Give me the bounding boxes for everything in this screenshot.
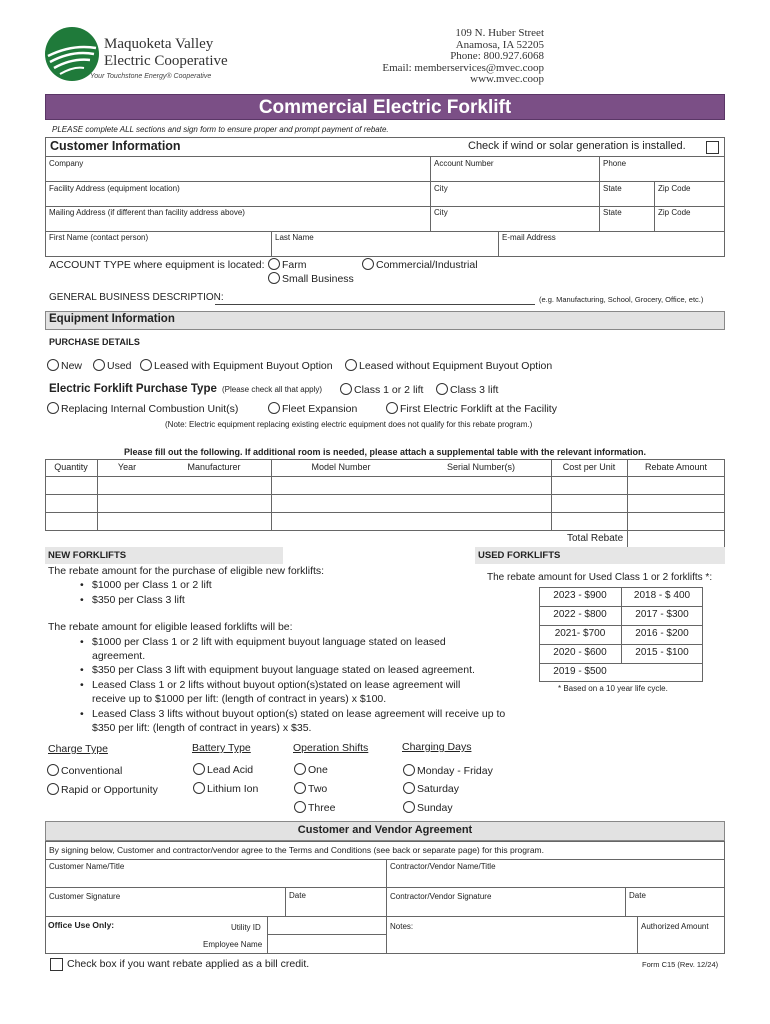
email-link[interactable]: Email: memberservices@mvec.coop xyxy=(382,61,544,74)
first-name-label: First Name (contact person) xyxy=(49,233,149,242)
customer-info-heading: Customer Information xyxy=(50,139,181,153)
new-radio[interactable] xyxy=(47,359,59,371)
used-rate: 2017 - $300 xyxy=(635,609,689,620)
used-rate: 2016 - $200 xyxy=(635,628,689,639)
first-electric-option[interactable]: First Electric Forklift at the Facility xyxy=(386,402,557,415)
company-label: Company xyxy=(49,159,84,168)
notes-label: Notes: xyxy=(390,922,414,931)
agreement-heading: Customer and Vendor Agreement xyxy=(297,824,473,836)
leased-buyout-radio[interactable] xyxy=(140,359,152,371)
new-option[interactable]: New xyxy=(47,359,82,372)
used-intro: The rebate amount for Used Class 1 or 2 forklifts *: xyxy=(487,572,713,583)
mailing-zip-label: Zip Code xyxy=(658,208,691,217)
shift-two-radio[interactable] xyxy=(294,782,306,794)
used-option[interactable]: Used xyxy=(93,359,132,372)
shift-one-option[interactable]: One xyxy=(294,763,328,776)
leased-no-buyout-radio[interactable] xyxy=(345,359,357,371)
leased-bullet-1: • $1000 per Class 1 or 2 lift with equipment buyout language stated on leased agreement. xyxy=(92,635,472,664)
new-intro: The rebate amount for the purchase of eligible new forklifts: xyxy=(48,565,325,577)
col-quantity: Quantity xyxy=(54,462,88,472)
lithium-option[interactable]: Lithium Ion xyxy=(193,782,258,795)
leased-bullet-4: • Leased Class 3 lifts without buyout option(s) stated on lease agreement will receive up to $350 per lift: (length of contract in years) x $35. xyxy=(92,707,512,736)
business-desc-label: GENERAL BUSINESS DESCRIPTION: xyxy=(49,292,224,303)
shift-three-radio[interactable] xyxy=(294,801,306,813)
col-cost: Cost per Unit xyxy=(562,462,616,472)
sunday-option[interactable]: Sunday xyxy=(403,801,453,814)
shift-one-radio[interactable] xyxy=(294,763,306,775)
leased-intro: The rebate amount for eligible leased forklifts will be: xyxy=(48,621,293,633)
fleet-expansion-radio[interactable] xyxy=(268,402,280,414)
used-rate: 2018 - $ 400 xyxy=(633,590,691,601)
account-type-label: ACCOUNT TYPE where equipment is located: xyxy=(49,259,265,271)
conventional-option[interactable]: Conventional xyxy=(47,764,122,777)
used-radio[interactable] xyxy=(93,359,105,371)
col-rebate: Rebate Amount xyxy=(644,462,708,472)
class12-option[interactable]: Class 1 or 2 lift xyxy=(340,383,423,396)
shift-three-option[interactable]: Three xyxy=(294,801,335,814)
website-link[interactable]: www.mvec.coop xyxy=(470,73,544,85)
rapid-radio[interactable] xyxy=(47,783,59,795)
purchase-details-label: PURCHASE DETAILS xyxy=(49,337,140,347)
utility-id-label: Utility ID xyxy=(231,923,261,932)
class12-radio[interactable] xyxy=(340,383,352,395)
title-bar xyxy=(45,94,725,120)
rapid-option[interactable]: Rapid or Opportunity xyxy=(47,783,158,796)
bill-credit-checkbox[interactable] xyxy=(50,958,63,971)
phone-label: Phone xyxy=(603,159,627,168)
office-use-label: Office Use Only: xyxy=(48,920,115,930)
org-name: Maquoketa Valley Electric Cooperative xyxy=(104,36,228,69)
leased-bullet-3: • Leased Class 1 or 2 lifts without buyout option(s)stated on lease agreement will receive up to $1000 per lift: (length of contract in years) x $100. xyxy=(92,678,492,707)
form-id: Form C15 (Rev. 12/24) xyxy=(642,960,719,969)
agreement-box xyxy=(45,841,725,954)
city-label: City xyxy=(434,184,448,193)
customer-name-label: Customer Name/Title xyxy=(49,862,125,871)
customer-date-label: Date xyxy=(289,891,306,900)
contact-block xyxy=(382,28,544,86)
total-rebate-label: Total Rebate xyxy=(567,533,624,544)
table-instruction: Please fill out the following. If additional room is needed, please attach a supplemental table with the relevant information. xyxy=(123,447,647,457)
wind-solar-checkbox[interactable] xyxy=(706,141,719,154)
bill-credit-label: Check box if you want rebate applied as a bill credit. xyxy=(67,958,310,970)
class3-option[interactable]: Class 3 lift xyxy=(436,383,498,396)
fleet-expansion-option[interactable]: Fleet Expansion xyxy=(268,402,357,415)
first-electric-radio[interactable] xyxy=(386,402,398,414)
col-year: Year xyxy=(117,462,137,472)
class3-radio[interactable] xyxy=(436,383,448,395)
email-label: E-mail Address xyxy=(502,233,556,242)
phone: Phone: 800.927.6068 xyxy=(450,50,544,62)
mon-fri-option[interactable]: Monday - Friday xyxy=(403,764,493,777)
mailing-city-label: City xyxy=(434,208,448,217)
instructions: PLEASE complete ALL sections and sign form to ensure proper and prompt payment of rebate. xyxy=(52,125,389,134)
commercial-radio[interactable] xyxy=(362,258,374,270)
shifts-label: Operation Shifts xyxy=(293,742,369,754)
conventional-radio[interactable] xyxy=(47,764,59,776)
zip-label: Zip Code xyxy=(658,184,691,193)
mailing-state-label: State xyxy=(603,208,622,217)
sunday-radio[interactable] xyxy=(403,801,415,813)
state-label: State xyxy=(603,184,622,193)
used-rate: 2020 - $600 xyxy=(553,647,607,658)
new-forklifts-heading: NEW FORKLIFTS xyxy=(48,550,127,561)
new-bullet-2: • $350 per Class 3 lift xyxy=(92,594,185,606)
authorized-amount-label: Authorized Amount xyxy=(641,922,709,931)
leased-no-buyout-option[interactable]: Leased without Equipment Buyout Option xyxy=(345,359,552,372)
used-rate: 2019 - $500 xyxy=(553,666,607,677)
business-desc-example: (e.g. Manufacturing, School, Grocery, Office, etc.) xyxy=(539,295,704,304)
farm-radio[interactable] xyxy=(268,258,280,270)
wind-solar-label: Check if wind or solar generation is installed. xyxy=(468,140,686,152)
replacing-ice-option[interactable]: Replacing Internal Combustion Unit(s) xyxy=(47,402,238,415)
lead-acid-radio[interactable] xyxy=(193,763,205,775)
commercial-option[interactable]: Commercial/Industrial xyxy=(362,258,478,271)
used-rate: 2022 - $800 xyxy=(553,609,607,620)
charge-type-label: Charge Type xyxy=(48,743,108,755)
employee-name-label: Employee Name xyxy=(203,940,263,949)
saturday-option[interactable]: Saturday xyxy=(403,782,459,795)
facility-address-label: Facility Address (equipment location) xyxy=(49,184,180,193)
account-number-label: Account Number xyxy=(434,159,494,168)
contractor-signature-label: Contractor/Vendor Signature xyxy=(390,892,492,901)
lead-acid-option[interactable]: Lead Acid xyxy=(193,763,253,776)
shift-two-option[interactable]: Two xyxy=(294,782,327,795)
used-footnote: * Based on a 10 year life cycle. xyxy=(558,684,668,693)
charging-days-label: Charging Days xyxy=(402,741,472,753)
mon-fri-radio[interactable] xyxy=(403,764,415,776)
col-model: Model Number xyxy=(311,462,371,472)
used-rate: 2023 - $900 xyxy=(553,590,607,601)
col-manufacturer: Manufacturer xyxy=(187,462,241,472)
farm-option[interactable]: Farm xyxy=(268,258,307,271)
used-rate: 2021- $700 xyxy=(554,628,606,639)
address-line1: 109 N. Huber Street xyxy=(455,27,544,39)
business-desc-input[interactable] xyxy=(215,304,535,305)
used-forklifts-heading: USED FORKLIFTS xyxy=(478,550,561,561)
leased-buyout-option[interactable]: Leased with Equipment Buyout Option xyxy=(140,359,333,372)
small-business-option[interactable]: Small Business xyxy=(268,272,354,285)
customer-signature-label: Customer Signature xyxy=(49,892,121,901)
purchase-type-note: (Please check all that apply) xyxy=(222,385,323,394)
used-rate: 2015 - $100 xyxy=(635,647,689,658)
page-title: Commercial Electric Forklift xyxy=(258,97,512,118)
agreement-statement: By signing below, Customer and contractor/vendor agree to the Terms and Conditions (see back or separate page) for this program. xyxy=(49,845,544,855)
small-business-radio[interactable] xyxy=(268,272,280,284)
contractor-date-label: Date xyxy=(629,891,646,900)
replace-note: (Note: Electric equipment replacing existing electric equipment does not qualify for this rebate program.) xyxy=(165,420,533,429)
lithium-radio[interactable] xyxy=(193,782,205,794)
purchase-type-label: Electric Forklift Purchase Type xyxy=(49,383,217,395)
col-serial: Serial Number(s) xyxy=(446,462,515,472)
equipment-heading: Equipment Information xyxy=(49,313,175,325)
contractor-name-label: Contractor/Vendor Name/Title xyxy=(390,862,496,871)
mailing-address-label: Mailing Address (if different than facility address above) xyxy=(49,208,245,217)
last-name-label: Last Name xyxy=(275,233,314,242)
battery-type-label: Battery Type xyxy=(192,742,251,754)
leased-bullet-2: • $350 per Class 3 lift with equipment buyout language stated on leased agreement. xyxy=(92,664,475,676)
new-bullet-1: • $1000 per Class 1 or 2 lift xyxy=(92,579,212,591)
replacing-ice-radio[interactable] xyxy=(47,402,59,414)
address-line2: Anamosa, IA 52205 xyxy=(455,38,544,51)
tagline: Your Touchstone Energy® Cooperative xyxy=(90,73,212,80)
saturday-radio[interactable] xyxy=(403,782,415,794)
